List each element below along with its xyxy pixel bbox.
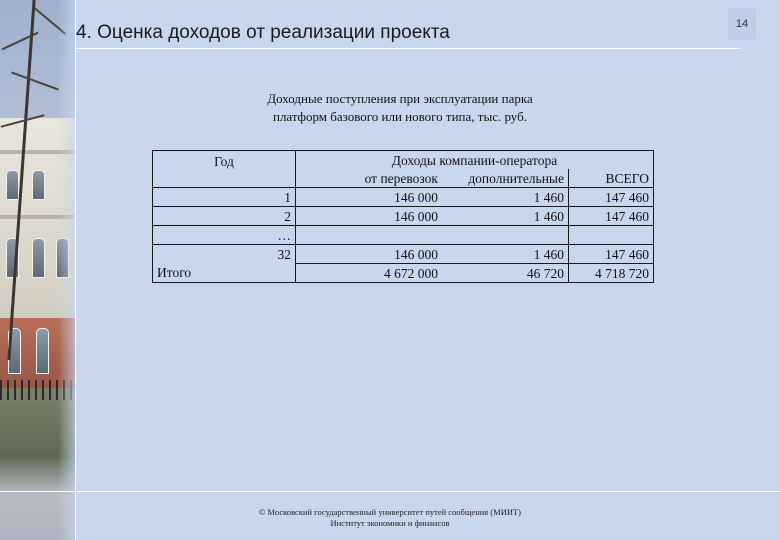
title-underline	[76, 48, 740, 49]
total-cell: 147 460	[569, 245, 654, 264]
table-row	[153, 207, 654, 226]
year-cell: …	[153, 226, 296, 245]
caption-line-2: платформ базового или нового типа, тыс. руб.	[272, 109, 527, 124]
window	[6, 170, 19, 200]
col-header-transport: от перевозок	[296, 169, 443, 188]
total-label: Итого	[153, 264, 296, 283]
additional-cell: 1 460	[442, 188, 569, 207]
additional-cell: 46 720	[442, 264, 569, 283]
col-header-additional: дополнительные	[442, 169, 569, 188]
total-cell: 147 460	[569, 188, 654, 207]
year-header: Год	[153, 151, 296, 188]
header-row-1	[153, 151, 654, 170]
transport-cell	[296, 226, 443, 245]
footer-divider	[0, 491, 780, 492]
window	[32, 238, 45, 278]
footer	[170, 507, 610, 529]
window	[32, 170, 45, 200]
tree-branch	[1, 32, 38, 51]
additional-cell: 1 460	[442, 207, 569, 226]
table-row	[153, 188, 654, 207]
total-cell: 147 460	[569, 207, 654, 226]
table-caption	[230, 90, 570, 126]
caption-line-1: Доходные поступления при эксплуатации парка	[267, 91, 533, 106]
footer-copyright: © Московский государственный университет путей сообщения (МИИТ)	[258, 507, 522, 517]
year-cell: 1	[153, 188, 296, 207]
total-cell	[569, 226, 654, 245]
total-row	[153, 264, 654, 283]
total-cell: 4 718 720	[569, 264, 654, 283]
year-cell: 32	[153, 245, 296, 264]
tree-branch	[11, 72, 59, 91]
vertical-divider	[75, 0, 76, 540]
table-row	[153, 245, 654, 264]
transport-cell: 146 000	[296, 207, 443, 226]
year-cell: 2	[153, 207, 296, 226]
income-table	[152, 150, 654, 283]
slide-title: 4. Оценка доходов от реализации проекта	[76, 22, 450, 43]
additional-cell: 1 460	[442, 245, 569, 264]
background-photo	[0, 0, 76, 540]
footer-institute: Институт экономики и финансов	[330, 518, 450, 528]
group-header: Доходы компании-оператора	[296, 151, 654, 170]
slide-number: 14	[728, 8, 756, 40]
transport-cell: 146 000	[296, 188, 443, 207]
additional-cell	[442, 226, 569, 245]
table-row	[153, 226, 654, 245]
transport-cell: 4 672 000	[296, 264, 443, 283]
photo-fade	[58, 0, 76, 540]
transport-cell: 146 000	[296, 245, 443, 264]
col-header-total: ВСЕГО	[569, 169, 654, 188]
window	[36, 328, 49, 374]
